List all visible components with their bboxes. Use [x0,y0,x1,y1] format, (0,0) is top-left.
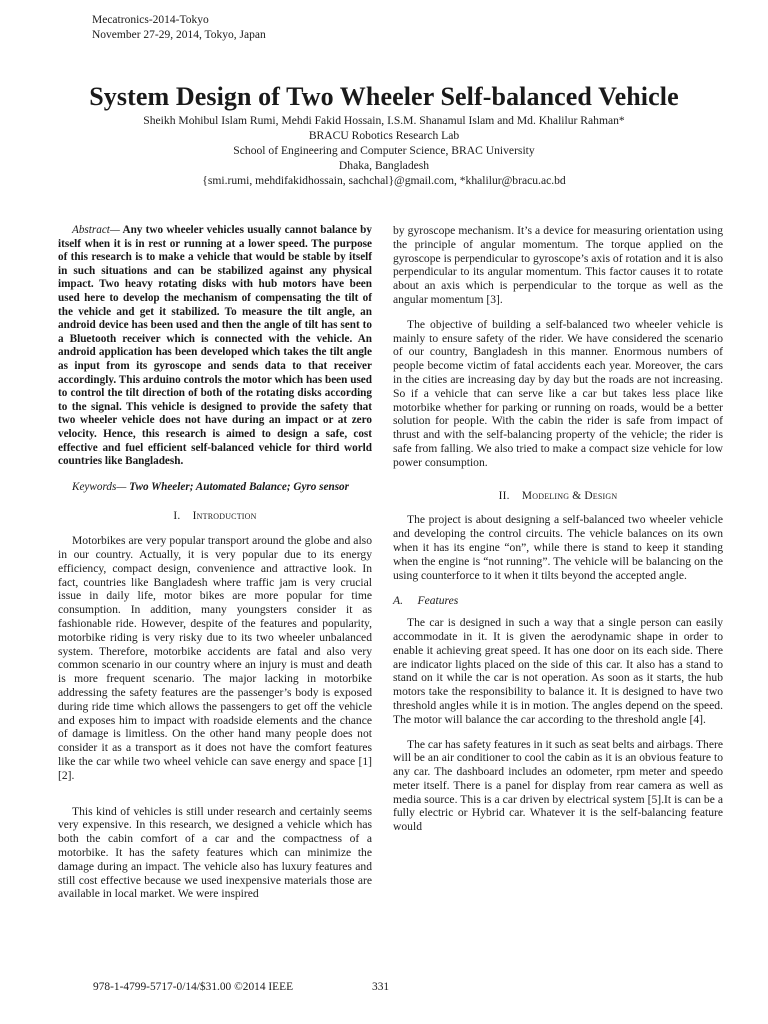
section-heading-modeling [393,490,723,504]
conference-date: November 27-29, 2014, Tokyo, Japan [92,29,266,41]
paragraph: This kind of vehicles is still under research and certainly seems very expensive. In this research, we designed a vehicle which has both the cabin comfort of a car and the compactness of a motorbike. It has the safety features which can minimize the damage during an impact. The vehicle also has luxury features and still cost effective because we used inexpensive materials those are available in local market. We were inspired [58,804,372,901]
footer-isbn: 978-1-4799-5717-0/14/$31.00 ©2014 IEEE [93,981,294,993]
author-school: School of Engineering and Computer Science, BRAC University [233,144,535,157]
author-city: Dhaka, Bangladesh [338,159,430,172]
author-block [0,113,768,188]
subsection-title: Features [417,594,459,608]
section-title: Introduction [192,510,257,523]
abstract [58,224,372,469]
subsection-label: A. [393,594,403,608]
paragraph: The project is about designing a self-balanced two wheeler vehicle and developing the control circuits. The vehicle balances on its own when it has its engine “on”, while there is stand to keep it standing when the engine is “not running”. The vehicle will be balancing on the using counterforce to it when it tilts beyond the accepted angle. [393,513,723,582]
author-names: Sheikh Mohibul Islam Rumi, Mehdi Fakid Hossain, I.S.M. Shanamul Islam and Md. Khalilur Rahman* [143,114,625,127]
section-number: I. [173,510,181,523]
paragraph: by gyroscope mechanism. It’s a device for measuring orientation using the principle of angular momentum. The torque applied on the gyroscope is perpendicular to gyroscope’s axis of rotation and it is also perpendicular to its angular momentum. This factor causes it to rotate about an axis which is perpendicular to the torque as well as the angular momentum [3]. [393,224,723,306]
abstract-lead: Abstract— [72,224,120,236]
paragraph: Motorbikes are very popular transport around the globe and also in our country. Actually, it is very popular due to its energy efficiency, compact design, convenience and attractive look. In fact, countries like Bangladesh where traffic jam is very crucial issue in daily life, motor bikes are more popular for time consumption. In addition, many youngsters consider it as fashionable ride. However, despite of the features and popularity, motorbike riding is very risky due to its two wheeler unbalanced system. Therefore, motorbike accidents are fatal and also very common scenario in our country where an injury is must and death is more frequent scenario. The major lacking in motorbike addressing the safety features are the passenger’s body is exposed during ride time which allows the passengers to get off the vehicle and exposes him to impact with roadside elements and the chance of damage is limitless. On the other hand many people does not consider it as a transport as it does not have the comfort features like the car while two wheel vehicle can save energy and space [1][2]. [58,534,372,782]
conference-name: Mecatronics-2014-Tokyo [92,14,209,26]
author-emails: {smi.rumi, mehdifakidhossain, sachchal}@gmail.com, *khalilur@bracu.ac.bd [202,174,566,187]
page-number: 331 [372,981,390,993]
section-title: Modeling & Design [521,489,618,502]
abstract-text: Any two wheeler vehicles usually cannot balance by itself when it is in rest or running at a lower speed. The purpose of this research is to make a vehicle that would be stable by itself in such situations and can be stabilized against any physical impact. Two heavy rotating disks with hub motors have been used here to develop the mechanism of compensating the tilt of the vehicle and get it stabilized. To measure the tilt angle, an android device has been used and then the angle of tilt has sent to a Bluetooth receiver which is connected with the vehicle. An android application has been developed which takes the tilt angle as input from its gyroscope and sends data to that receiver accordingly. This arduino controls the motor which has been used to control the tilt direction of both of the rotating disks according to the signal. This vehicle is designed to provide the safety that two wheeler vehicle does not have during an impact or at zero velocity. Hence, this research is aimed to design a safe, cost effective and fuel efficient self-balanced vehicle for third world countries like Bangladesh. [58,224,372,468]
right-column [393,224,723,834]
section-heading-introduction [58,510,372,524]
keywords-text: Two Wheeler; Automated Balance; Gyro sensor [126,480,350,493]
conference-header [92,13,266,43]
paragraph: The car has safety features in it such as seat belts and airbags. There will be an air conditioner to cool the cabin as it is an obvious feature to any car. The dashboard includes an odometer, rpm meter and speedo meter itself. There is a panel for display from rear camera as well as media source. This is a car driven by electrical system [5].It is can be a fully electric or Hybrid car. Whatever it is the self-balancing feature would [393,737,723,834]
keywords [58,481,372,495]
paragraph: The objective of building a self-balanced two wheeler vehicle is mainly to ensure safety of the rider. We have considered the scenario of our country, Bangladesh in this manner. Enormous numbers of people become victim of fatal accidents each year. Moreover, the cars in the cities are increasing day by day but the roads are not increasing. So if a vehicle that can serve like a car but takes less place like motorbike whether for parking or running on roads, would be a better solution for people. With the cabin the rider is safe from impact of thrust and with the self-balancing property of the vehicle; the rider is safe from falling. We also tried to make a compact size vehicle for low power consumption. [393,317,723,469]
author-lab: BRACU Robotics Research Lab [308,129,460,142]
paragraph: The car is designed in such a way that a single person can easily accommodate in it. It is given the aerodynamic shape in order to enable it achieving great speed. It has one door on its each side. There are indicator lights placed on the side of this car. It also has a stand to stand on it while the car is not operation. As soon as it starts, the hub motors take the responsibility to balance it. It is designed to have two threshold angles while it is in motion. The angles depend on the speed. The motor will balance the car according to the threshold angle [4]. [393,616,723,726]
keywords-lead: Keywords— [72,480,127,493]
subsection-heading-features [393,594,723,608]
section-number: II. [498,489,510,502]
left-column [58,224,372,901]
paper-title: System Design of Two Wheeler Self-balanced Vehicle [89,82,679,111]
